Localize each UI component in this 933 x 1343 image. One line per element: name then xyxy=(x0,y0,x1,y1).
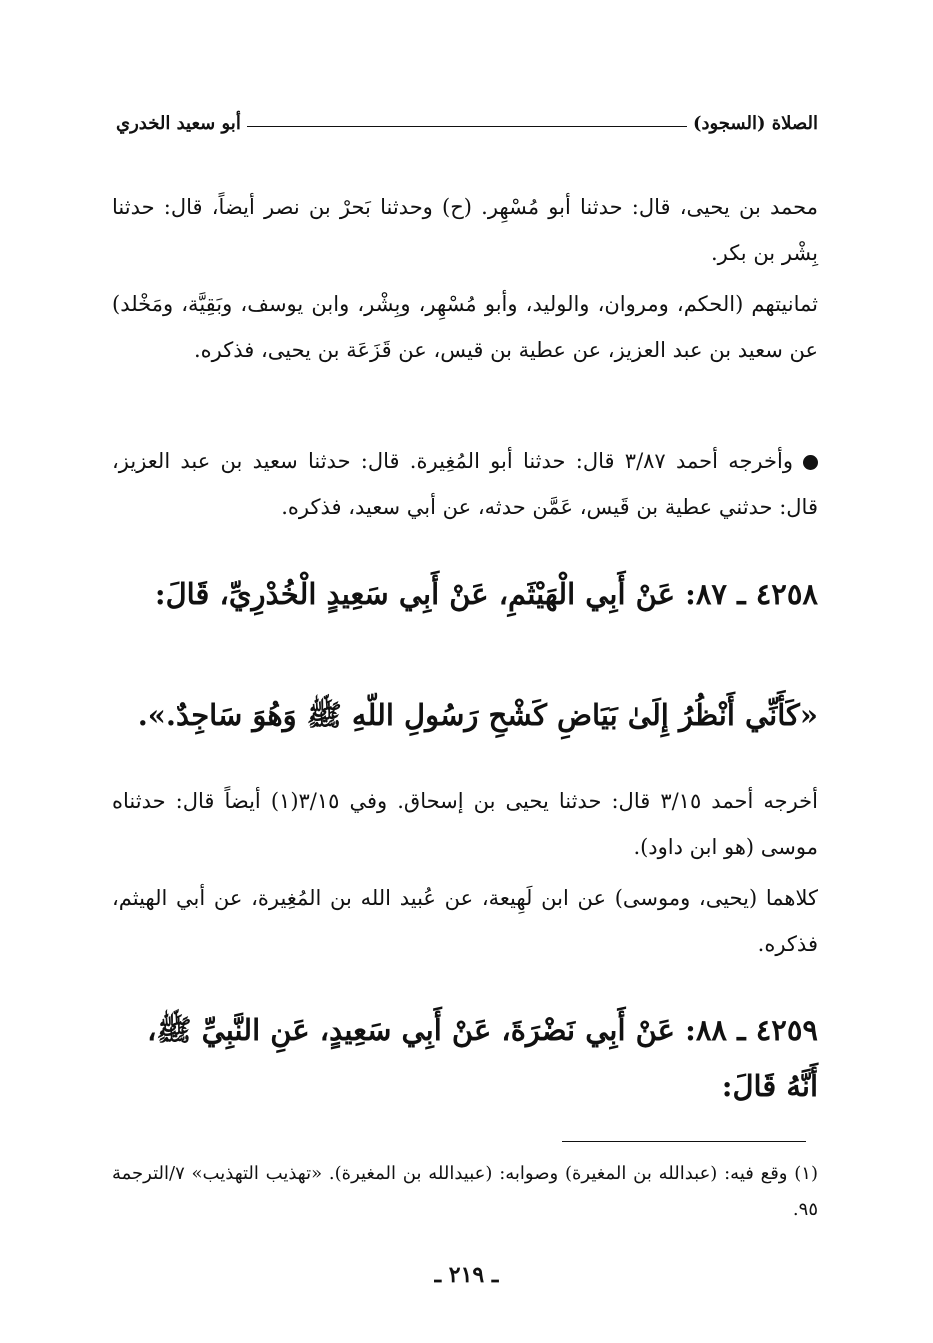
hadith-chain: عَنْ أَبِي الْهَيْثَمِ، عَنْ أَبِي سَعِيدٍ الْخُدْرِيِّ، قَالَ: xyxy=(154,577,675,611)
hadith-number: ٤٢٥٨ ـ ٨٧: xyxy=(685,577,818,611)
takhrij-paragraph: كلاهما (يحيى، وموسى) عن ابن لَهِيعة، عن عُبيد الله بن المُغِيرة، عن أبي الهيثم، فذكره. xyxy=(112,886,818,956)
header-chapter-title: الصلاة (السجود) xyxy=(692,113,818,134)
hadith-number: ٤٢٥٩ ـ ٨٨: xyxy=(685,1013,818,1047)
takhrij-text: وأخرجه أحمد ٣/٨٧ قال: حدثنا أبو المُغِيرة. قال: حدثنا سعيد بن عبد العزيز، قال: حدثني عطية بن قَيس، عَمَّن حدثه، عن أبي سعيد، فذكره. xyxy=(112,449,818,519)
footnote: (١) وقع فيه: (عبدالله بن المغيرة) وصوابه: (عبيدالله بن المغيرة). «تهذيب التهذيب» ٧/الترجمة ٩٥. xyxy=(112,1163,818,1220)
isnad-paragraph: ثمانيتهم (الحكم، ومروان، والوليد، وأبو مُسْهِر، وبِشْر، وابن يوسف، وبَقِيَّة، ومَخْلد) عن سعيد بن عبد العزيز، عن عطية بن قيس، عن قَزَعَة بن يحيى، فذكره. xyxy=(112,292,818,362)
page-number: ـ ٢١٩ ـ xyxy=(434,1262,499,1288)
takhrij-paragraph xyxy=(112,438,818,530)
isnad-paragraph: محمد بن يحيى، قال: حدثنا أبو مُسْهِر. (ح) وحدثنا بَحرْ بن نصر أيضاً، قال: حدثنا بِشْر بن بكر. xyxy=(112,195,818,265)
takhrij-paragraph: أخرجه أحمد ٣/١٥ قال: حدثنا يحيى بن إسحاق. وفي ٣/١٥(١) أيضاً قال: حدثناه موسى (هو ابن داود). xyxy=(112,789,818,859)
header-narrator-name: أبو سعيد الخدري xyxy=(116,113,241,134)
running-header xyxy=(116,104,818,134)
footnote-rule xyxy=(562,1141,806,1142)
hadith-4258-text: «كَأَنِّي أَنْظُرُ إِلَىٰ بَيَاضِ كَشْحِ رَسُولِ اللّهِ ﷺ وَهُوَ سَاجِدٌ.». xyxy=(137,698,818,732)
hadith-chain: عَنْ أَبِي نَضْرَةَ، عَنْ أَبِي سَعِيدٍ، عَنِ النَّبِيِّ ﷺ، أَنَّهُ قَالَ: xyxy=(147,1013,818,1103)
bullet-icon xyxy=(803,455,818,470)
header-rule xyxy=(247,126,687,127)
hadith-4259-heading xyxy=(112,1002,818,1114)
hadith-4258-heading xyxy=(112,566,818,622)
